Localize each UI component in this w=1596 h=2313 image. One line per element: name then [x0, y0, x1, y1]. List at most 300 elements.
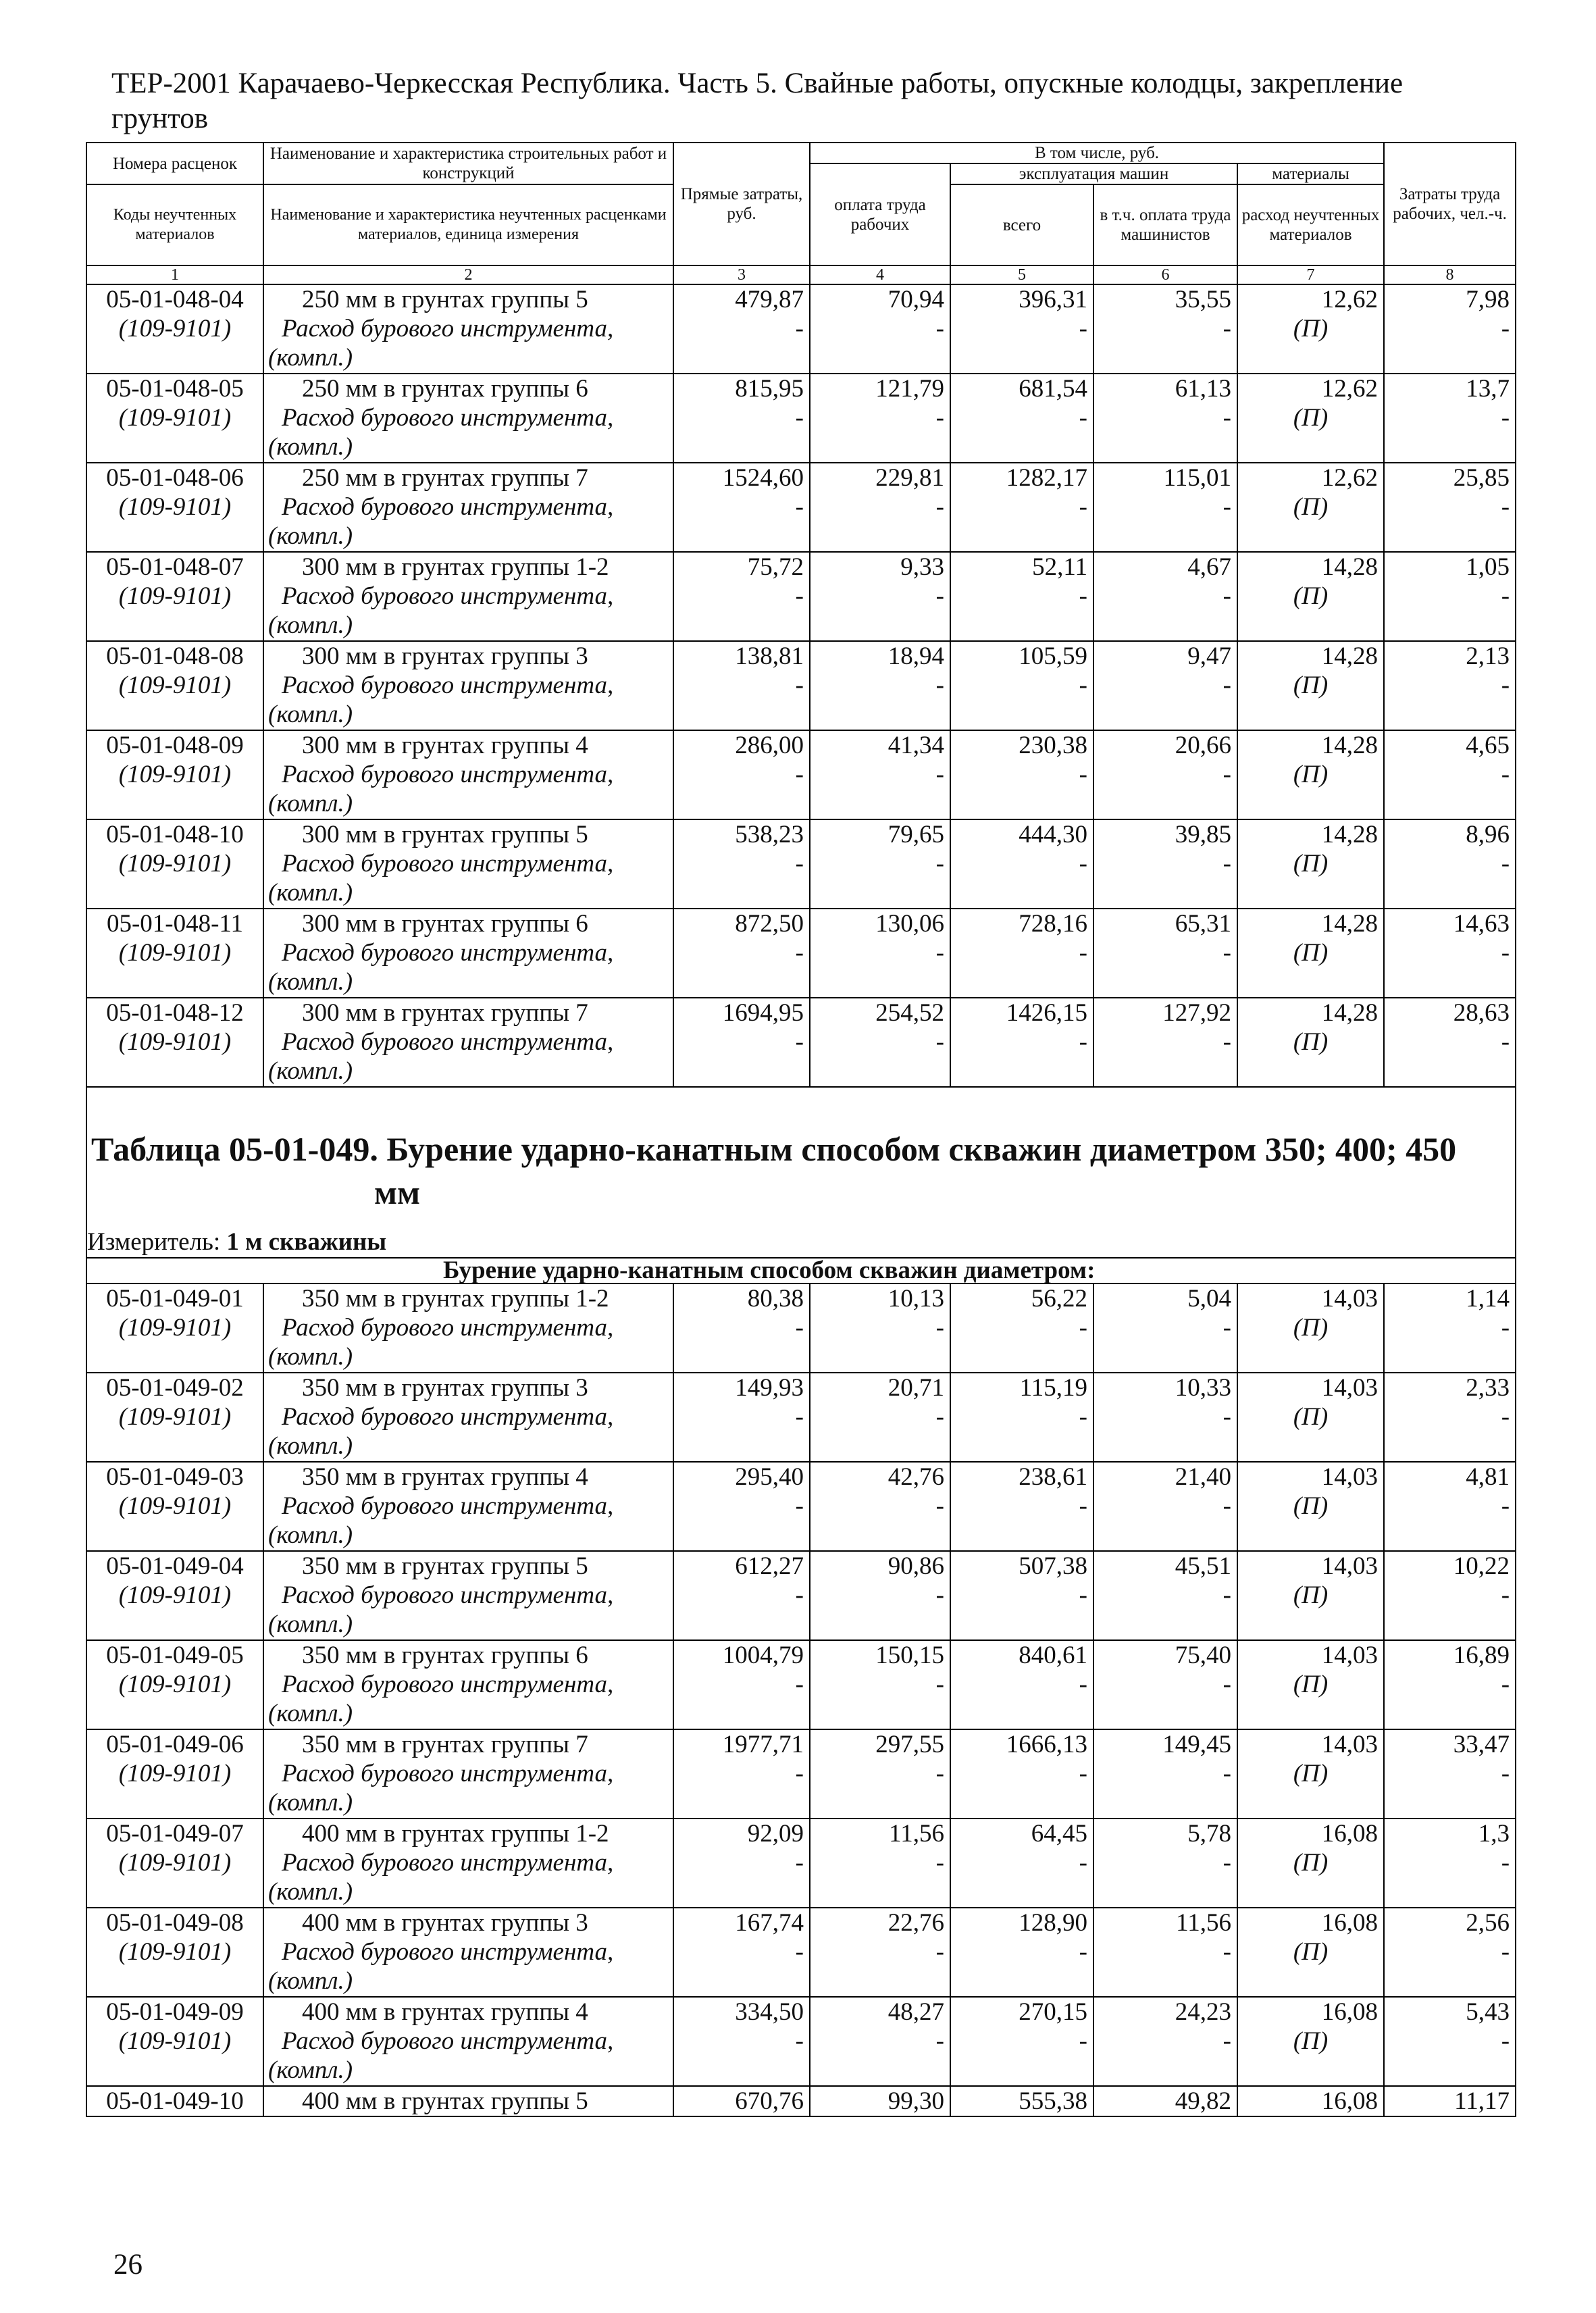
value-c3: 149,93: [735, 1374, 804, 1402]
table-row: [86, 1729, 1516, 1819]
material-unit: (компл.): [268, 1432, 353, 1460]
material-unit: (компл.): [268, 522, 353, 550]
rate-code: 05-01-049-08: [106, 1909, 244, 1937]
value-dash: -: [935, 1492, 944, 1520]
value-cell-c6: [1093, 1283, 1237, 1373]
material-name: Расход бурового инструмента,: [282, 1492, 614, 1520]
value-c4: 20,71: [887, 1374, 944, 1402]
meter-label: Измеритель:: [87, 1228, 221, 1256]
value-cell-c7: [1237, 1283, 1384, 1373]
value-cell-c5: [950, 284, 1093, 374]
value-cell-c8: [1384, 1462, 1516, 1551]
value-cell-c5: [950, 730, 1093, 819]
value-c7: 14,03: [1321, 1285, 1379, 1313]
material-flag: (П): [1293, 1028, 1329, 1056]
value-c8: 25,85: [1453, 464, 1510, 492]
value-c8: 14,63: [1453, 910, 1510, 938]
value-cell-c8: [1384, 1819, 1516, 1908]
value-cell-c3: [673, 1908, 810, 1997]
value-dash: -: [1222, 1028, 1231, 1056]
value-cell-c4: [810, 1462, 950, 1551]
value-dash: -: [935, 1581, 944, 1609]
material-code: (109-9101): [118, 761, 232, 788]
rate-code: 05-01-049-01: [106, 1285, 244, 1313]
table-row: [86, 1908, 1516, 1997]
value-dash: -: [935, 1028, 944, 1056]
value-dash: -: [935, 1760, 944, 1787]
work-name: 350 мм в грунтах группы 6: [302, 1642, 588, 1669]
work-name-cell: [263, 641, 673, 730]
value-cell-c4: [810, 284, 950, 374]
material-code: (109-9101): [118, 1938, 232, 1966]
header-rate-number: Номера расценок: [86, 143, 263, 184]
value-c5: 1666,13: [1006, 1731, 1087, 1758]
value-c7: 14,28: [1321, 821, 1379, 848]
value-cell-c8: [1384, 552, 1516, 641]
value-c5: 270,15: [1019, 1998, 1087, 2026]
value-c4: 70,94: [887, 286, 944, 313]
table-row: [86, 1819, 1516, 1908]
value-cell-c4: [810, 1908, 950, 1997]
value-cell-c6: [1093, 1908, 1237, 1997]
value-dash: -: [935, 761, 944, 788]
material-unit: (компл.): [268, 790, 353, 817]
value-c4: 42,76: [887, 1463, 944, 1491]
header-material-code: Коды неучтенных материалов: [86, 184, 263, 265]
value-cell-c5: [950, 1729, 1093, 1819]
value-cell-c5: [950, 1997, 1093, 2086]
header-machines-total: всего: [950, 184, 1093, 265]
value-dash: -: [1222, 1760, 1231, 1787]
value-c6: 24,23: [1175, 1998, 1231, 2026]
rate-code: 05-01-048-11: [106, 910, 244, 938]
value-cell-c4: [810, 1997, 950, 2086]
material-code: (109-9101): [118, 315, 232, 342]
value-cell-c8: [1384, 819, 1516, 909]
work-name-cell: [263, 1819, 673, 1908]
value-cell-c7: [1237, 641, 1384, 730]
rate-code: 05-01-049-07: [106, 1820, 244, 1848]
work-name-cell: [263, 1551, 673, 1640]
material-flag: (П): [1293, 1760, 1329, 1787]
value-dash: -: [1079, 1671, 1087, 1698]
value-c7: 12,62: [1321, 375, 1379, 403]
rate-code-cell: [86, 1283, 263, 1373]
value-cell-c8: [1384, 1997, 1516, 2086]
material-name: Расход бурового инструмента,: [282, 1938, 614, 1966]
column-numbers: 1 2 3 4 5 6 7 8: [86, 265, 1516, 284]
material-flag: (П): [1293, 850, 1329, 878]
material-code: (109-9101): [118, 1671, 232, 1698]
value-c5: 1426,15: [1006, 999, 1087, 1027]
value-dash: -: [1501, 1028, 1510, 1056]
value-cell-c6: [1093, 1819, 1237, 1908]
value-c5: 105,59: [1019, 642, 1087, 670]
value-c5: 728,16: [1019, 910, 1087, 938]
value-cell-c8: [1384, 1729, 1516, 1819]
material-code: (109-9101): [118, 939, 232, 967]
rate-code-cell: [86, 998, 263, 1087]
page-title: ТЕР-2001 Карачаево-Черкесская Республика. Часть 5. Свайные работы, опускные колодцы, закрепление грунтов: [111, 68, 1404, 134]
work-name-cell: [263, 1997, 673, 2086]
value-cell-c3: [673, 1373, 810, 1462]
value-c8: 28,63: [1453, 999, 1510, 1027]
value-dash: -: [1222, 850, 1231, 878]
value-dash: -: [1222, 493, 1231, 521]
value-dash: -: [1079, 404, 1087, 432]
value-dash: -: [795, 493, 804, 521]
value-dash: -: [1501, 1492, 1510, 1520]
material-flag: (П): [1293, 1849, 1329, 1877]
value-cell-c6: [1093, 284, 1237, 374]
table-body-048: [86, 284, 1516, 1087]
value-cell-c4: [810, 730, 950, 819]
table-2-title-cont: мм: [374, 1173, 421, 1211]
table-2-title: Таблица 05-01-049. Бурение ударно-канатным способом скважин диаметром 350; 400; 450: [91, 1130, 1457, 1168]
work-name-cell: [263, 1462, 673, 1551]
rate-code-cell: [86, 552, 263, 641]
work-name: 400 мм в грунтах группы 5: [302, 2087, 588, 2115]
value-cell-c3: [673, 552, 810, 641]
value-c4: 297,55: [875, 1731, 944, 1758]
work-name-cell: [263, 1640, 673, 1729]
value-dash: -: [1501, 671, 1510, 699]
value-c8: 13,7: [1466, 375, 1510, 403]
header-worker-pay: оплата труда рабочих: [810, 163, 950, 265]
value-cell-c7: [1237, 1462, 1384, 1551]
value-cell-c4: [810, 1640, 950, 1729]
value-dash: -: [795, 1492, 804, 1520]
rate-code-cell: [86, 1729, 263, 1819]
rate-code-cell: [86, 1997, 263, 2086]
value-dash: -: [795, 582, 804, 610]
material-code: (109-9101): [118, 1314, 232, 1342]
value-cell-c4: [810, 1373, 950, 1462]
value-dash: -: [935, 671, 944, 699]
value-c6: 127,92: [1162, 999, 1231, 1027]
material-name: Расход бурового инструмента,: [282, 1403, 614, 1431]
value-dash: -: [1079, 315, 1087, 342]
rate-code-cell: [86, 730, 263, 819]
value-c3: 334,50: [735, 1998, 804, 2026]
value-dash: -: [795, 671, 804, 699]
value-c6: 39,85: [1175, 821, 1231, 848]
work-name-cell: [263, 1908, 673, 1997]
value-c6: 9,47: [1187, 642, 1231, 670]
value-cell-c5: [950, 998, 1093, 1087]
work-name: 250 мм в грунтах группы 7: [302, 464, 588, 492]
value-c8: 2,56: [1466, 1909, 1510, 1937]
value-cell-c4: [810, 552, 950, 641]
material-code: (109-9101): [118, 1760, 232, 1787]
value-cell-c6: [1093, 463, 1237, 552]
value-c8: 4,65: [1466, 732, 1510, 759]
value-dash: -: [935, 1403, 944, 1431]
value-cell-c6: [1093, 552, 1237, 641]
value-c7: 14,28: [1321, 999, 1379, 1027]
value-cell-c5: [950, 552, 1093, 641]
value-c6: 4,67: [1187, 553, 1231, 581]
value-cell-c7: [1237, 1373, 1384, 1462]
rate-code-cell: [86, 1908, 263, 1997]
value-c3: 295,40: [735, 1463, 804, 1491]
work-name: 350 мм в грунтах группы 3: [302, 1374, 588, 1402]
value-c4: 18,94: [887, 642, 944, 670]
table-row: [86, 730, 1516, 819]
rate-code-cell: [86, 374, 263, 463]
table-row: [86, 1640, 1516, 1729]
work-name: 400 мм в грунтах группы 1-2: [302, 1820, 609, 1848]
table-row: [86, 1283, 1516, 1373]
material-flag: (П): [1293, 1581, 1329, 1609]
value-cell-c5: [950, 1908, 1093, 1997]
header-work-name: Наименование и характеристика строительных работ и конструкций: [263, 143, 673, 184]
value-c4: 41,34: [887, 732, 944, 759]
value-c6: 11,56: [1176, 1909, 1231, 1937]
material-unit: (компл.): [268, 1789, 353, 1816]
value-dash: -: [1501, 1581, 1510, 1609]
table-row: [86, 284, 1516, 374]
material-unit: (компл.): [268, 2056, 353, 2084]
value-dash: -: [1079, 1581, 1087, 1609]
material-unit: (компл.): [268, 611, 353, 639]
material-name: Расход бурового инструмента,: [282, 1314, 614, 1342]
material-name: Расход бурового инструмента,: [282, 404, 614, 432]
material-code: (109-9101): [118, 1849, 232, 1877]
table-row: [86, 1551, 1516, 1640]
rate-code-cell: [86, 284, 263, 374]
rate-code-cell: [86, 1373, 263, 1462]
material-unit: (компл.): [268, 1878, 353, 1906]
value-c7: 14,03: [1321, 1642, 1379, 1669]
value-cell-c6: [1093, 909, 1237, 998]
table-row: [86, 819, 1516, 909]
work-name: 400 мм в грунтах группы 3: [302, 1909, 588, 1937]
value-dash: -: [935, 404, 944, 432]
material-flag: (П): [1293, 1492, 1329, 1520]
value-c3: 138,81: [735, 642, 804, 670]
meter-line: [86, 1227, 1516, 1258]
value-cell-c8: [1384, 1640, 1516, 1729]
value-cell-c3: [673, 998, 810, 1087]
value-cell-c8: [1384, 998, 1516, 1087]
value-c3: 872,50: [735, 910, 804, 938]
value-cell-c5: [950, 641, 1093, 730]
value-c4: 79,65: [887, 821, 944, 848]
value-dash: -: [1501, 315, 1510, 342]
header-including: В том числе, руб.: [810, 143, 1384, 163]
header-machinist-pay: в т.ч. оплата труда машинистов: [1093, 184, 1237, 265]
work-name: 250 мм в грунтах группы 6: [302, 375, 588, 403]
rate-code: 05-01-049-04: [106, 1552, 244, 1580]
value-dash: -: [1501, 761, 1510, 788]
work-name: 350 мм в грунтах группы 5: [302, 1552, 588, 1580]
value-c8: 10,22: [1453, 1552, 1510, 1580]
table-row: [86, 552, 1516, 641]
value-cell-c5: [950, 819, 1093, 909]
value-c3: 75,72: [747, 553, 804, 581]
value-c3: 1977,71: [722, 1731, 804, 1758]
value-dash: -: [1222, 315, 1231, 342]
value-dash: -: [1501, 1403, 1510, 1431]
value-dash: -: [1222, 2027, 1231, 2055]
value-dash: -: [1222, 1671, 1231, 1698]
value-c8: 33,47: [1453, 1731, 1510, 1758]
table-row: [86, 374, 1516, 463]
value-c5: 238,61: [1019, 1463, 1087, 1491]
rates-table: [86, 142, 1516, 2117]
value-c7: 16,08: [1321, 1998, 1379, 2026]
material-flag: (П): [1293, 939, 1329, 967]
value-cell-c7: [1237, 463, 1384, 552]
work-name-cell: [263, 463, 673, 552]
material-code: (109-9101): [118, 1403, 232, 1431]
value-c5: 555,38: [1019, 2087, 1087, 2115]
material-name: Расход бурового инструмента,: [282, 315, 614, 342]
material-unit: (компл.): [268, 1057, 353, 1085]
material-name: Расход бурового инструмента,: [282, 1760, 614, 1787]
rate-code: 05-01-049-05: [106, 1642, 244, 1669]
value-c7: 14,03: [1321, 1374, 1379, 1402]
value-cell-c5: [950, 1551, 1093, 1640]
rate-code-cell: [86, 1819, 263, 1908]
value-c8: 2,33: [1466, 1374, 1510, 1402]
value-c3: 538,23: [735, 821, 804, 848]
value-c8: 4,81: [1466, 1463, 1510, 1491]
rate-code-cell: [86, 1551, 263, 1640]
value-c6: 5,04: [1187, 1285, 1231, 1313]
value-dash: -: [1079, 1938, 1087, 1966]
work-name-cell: [263, 819, 673, 909]
table-row: [86, 1997, 1516, 2086]
material-name: Расход бурового инструмента,: [282, 671, 614, 699]
value-cell-c3: [673, 819, 810, 909]
value-c6: 5,78: [1187, 1820, 1231, 1848]
value-c4: 254,52: [875, 999, 944, 1027]
value-cell-c6: [1093, 819, 1237, 909]
value-dash: -: [795, 1938, 804, 1966]
table-row: [86, 2086, 1516, 2116]
value-cell-c3: [673, 730, 810, 819]
value-c4: 10,13: [887, 1285, 944, 1313]
value-dash: -: [1501, 2027, 1510, 2055]
value-cell-c7: [1237, 730, 1384, 819]
rate-code: 05-01-048-06: [106, 464, 244, 492]
material-unit: (компл.): [268, 1343, 353, 1371]
material-name: Расход бурового инструмента,: [282, 939, 614, 967]
value-cell-c3: [673, 1283, 810, 1373]
value-cell-c7: [1237, 1729, 1384, 1819]
value-c3: 815,95: [735, 375, 804, 403]
value-c3: 80,38: [747, 1285, 804, 1313]
material-code: (109-9101): [118, 493, 232, 521]
value-c7: 16,08: [1321, 1820, 1379, 1848]
rate-code: 05-01-048-08: [106, 642, 244, 670]
material-unit: (компл.): [268, 1700, 353, 1727]
value-c7: 14,03: [1321, 1552, 1379, 1580]
value-c5: 1282,17: [1006, 464, 1087, 492]
value-dash: -: [935, 850, 944, 878]
work-name: 300 мм в грунтах группы 5: [302, 821, 588, 848]
value-c8: 5,43: [1466, 1998, 1510, 2026]
material-unit: (компл.): [268, 1521, 353, 1549]
value-dash: -: [795, 850, 804, 878]
value-dash: -: [1079, 1492, 1087, 1520]
value-dash: -: [935, 582, 944, 610]
value-c3: 612,27: [735, 1552, 804, 1580]
value-dash: -: [1501, 1849, 1510, 1877]
value-c5: 230,38: [1019, 732, 1087, 759]
value-c6: 49,82: [1175, 2087, 1231, 2115]
value-c8: 2,13: [1466, 642, 1510, 670]
work-name: 350 мм в грунтах группы 7: [302, 1731, 588, 1758]
value-cell-c5: [950, 463, 1093, 552]
value-dash: -: [935, 493, 944, 521]
work-name-cell: [263, 1373, 673, 1462]
value-c5: 840,61: [1019, 1642, 1087, 1669]
value-dash: -: [1079, 671, 1087, 699]
value-c8: 7,98: [1466, 286, 1510, 313]
rate-code: 05-01-048-10: [106, 821, 244, 848]
table-2-heading: [86, 1087, 1516, 1283]
work-name-cell: [263, 284, 673, 374]
header-machines: эксплуатация машин: [950, 163, 1237, 184]
rate-code: 05-01-049-09: [106, 1998, 244, 2026]
material-flag: (П): [1293, 404, 1329, 432]
value-dash: -: [1079, 582, 1087, 610]
work-name-cell: [263, 1729, 673, 1819]
value-dash: -: [795, 1849, 804, 1877]
value-cell-c7: [1237, 1640, 1384, 1729]
value-cell-c8: [1384, 1373, 1516, 1462]
rate-code: 05-01-049-02: [106, 1374, 244, 1402]
value-c3: 1694,95: [722, 999, 804, 1027]
value-c7: 16,08: [1321, 1909, 1379, 1937]
value-cell-c8: [1384, 1908, 1516, 1997]
work-name-cell: [263, 998, 673, 1087]
value-cell-c5: [950, 1640, 1093, 1729]
value-c4: 99,30: [887, 2087, 944, 2115]
value-c4: 229,81: [875, 464, 944, 492]
value-c5: 52,11: [1032, 553, 1087, 581]
value-c3: 670,76: [735, 2087, 804, 2115]
value-dash: -: [1222, 1492, 1231, 1520]
value-dash: -: [795, 1760, 804, 1787]
value-dash: -: [1501, 1314, 1510, 1342]
value-dash: -: [1079, 1314, 1087, 1342]
value-cell-c7: [1237, 374, 1384, 463]
value-c6: 149,45: [1162, 1731, 1231, 1758]
value-dash: -: [1222, 1938, 1231, 1966]
rate-code: 05-01-049-03: [106, 1463, 244, 1491]
material-flag: (П): [1293, 2027, 1329, 2055]
material-flag: (П): [1293, 1314, 1329, 1342]
value-cell-c7: [1237, 1819, 1384, 1908]
value-c7: 16,08: [1321, 2087, 1379, 2115]
table-header: [86, 143, 1516, 284]
material-name: Расход бурового инструмента,: [282, 2027, 614, 2055]
value-c5: 396,31: [1019, 286, 1087, 313]
table-row: [86, 998, 1516, 1087]
header-material-name: Наименование и характеристика неучтенных расценками материалов, единица измерения: [263, 184, 673, 265]
value-c6: 75,40: [1175, 1642, 1231, 1669]
value-dash: -: [795, 315, 804, 342]
value-c8: 1,14: [1466, 1285, 1510, 1313]
meter-value: 1 м скважины: [226, 1228, 387, 1256]
value-cell-c7: [1237, 909, 1384, 998]
value-c6: 65,31: [1175, 910, 1231, 938]
material-code: (109-9101): [118, 850, 232, 878]
